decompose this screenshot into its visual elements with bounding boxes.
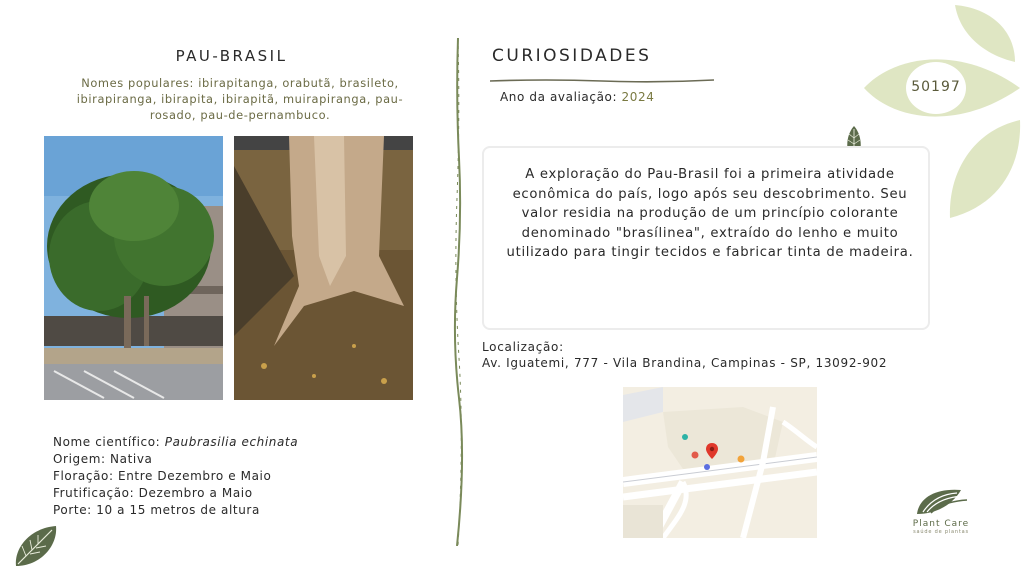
brand <box>898 486 984 535</box>
popular-names: Nomes populares: ibirapitanga, orabutã, brasileto, ibirapiranga, ibirapita, ibirapitã, muirapiranga, pau-rosado, pau-de-pernambuco. <box>76 76 404 122</box>
scientific-name <box>53 434 298 451</box>
plant-facts <box>53 434 298 519</box>
location-map[interactable] <box>623 387 817 538</box>
flowering: Floração: Entre Dezembro e Maio <box>53 469 272 483</box>
plant-title: PAU-BRASIL <box>175 47 288 65</box>
brand-tagline: saúde de plantas <box>913 529 969 535</box>
tree-photo <box>44 136 223 400</box>
heading-underline <box>490 69 714 75</box>
origin: Origem: Nativa <box>53 452 153 466</box>
scientific-name-value: Paubrasilia echinata <box>164 435 299 449</box>
size: Porte: 10 a 15 metros de altura <box>53 503 260 517</box>
scientific-name-label: Nome científico: <box>53 435 165 449</box>
location-address: Av. Iguatemi, 777 - Vila Brandina, Campinas - SP, 13092-902 <box>482 356 888 370</box>
curiosities-heading: CURIOSIDADES <box>492 46 652 66</box>
map-pin-icon[interactable] <box>706 443 718 459</box>
curiosity-text: A exploração do Pau-Brasil foi a primeira atividade econômica do país, logo após seu descobrimento. Seu valor residia na produção de um princípio colorante denominado "brasílinea", extraído do lenho e muito utilizado para tingir tecidos e fabricar tinta de madeira. <box>506 167 914 260</box>
trunk-photo <box>234 136 413 400</box>
fruiting: Frutificação: Dezembro a Maio <box>53 486 253 500</box>
brand-name: Plant Care <box>912 519 970 529</box>
evaluation-label: Ano da avaliação: <box>500 90 622 104</box>
badge-number: 50197 <box>911 79 961 95</box>
evaluation-year-value: 2024 <box>621 90 655 104</box>
vertical-divider <box>452 38 464 546</box>
plant-care-logo-icon <box>913 486 969 516</box>
leaf-icon <box>12 522 60 570</box>
evaluation-year <box>500 90 655 104</box>
location-label: Localização: <box>482 340 564 354</box>
